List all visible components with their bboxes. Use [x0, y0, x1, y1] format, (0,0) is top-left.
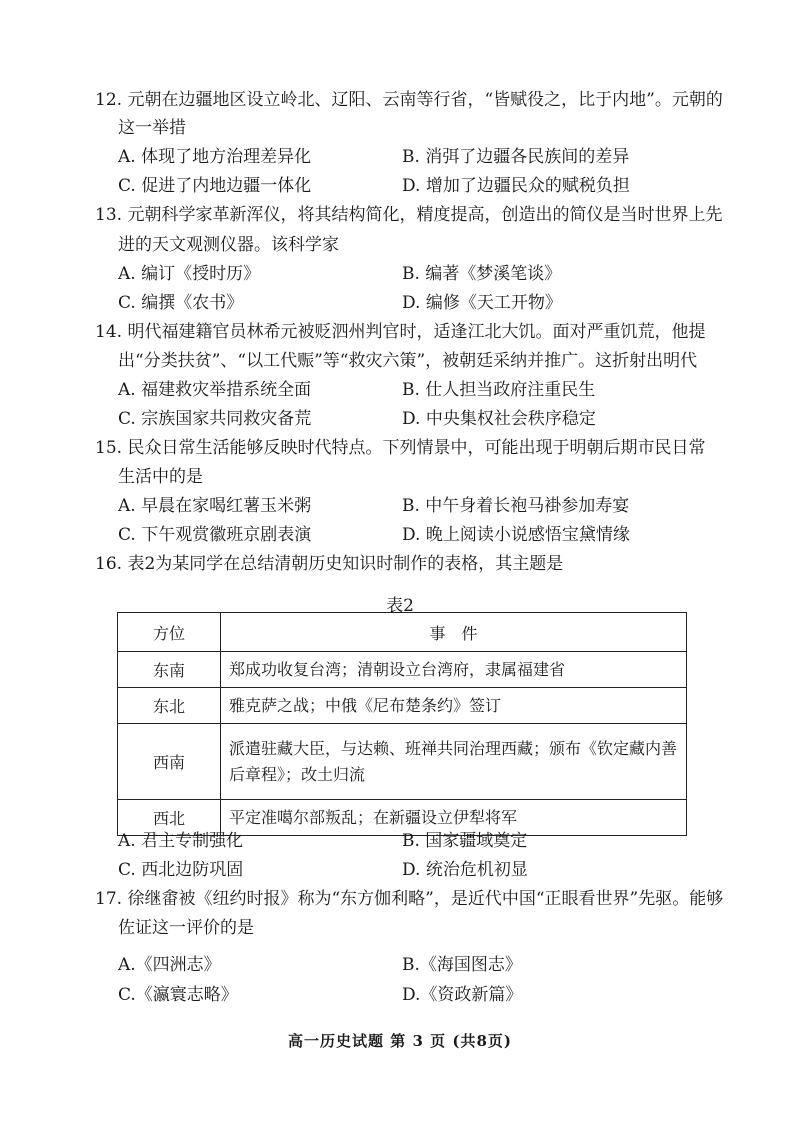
table-row — [118, 688, 687, 724]
q17-option-c: C.《瀛寰志略》 — [118, 985, 238, 1005]
table-header-direction: 方位 — [118, 613, 221, 652]
q14-option-b: B. 仕人担当政府注重民生 — [402, 380, 596, 400]
table-2 — [117, 612, 687, 836]
q15-stem-line1: 15. 民众日常生活能够反映时代特点。下列情景中，可能出现于明朝后期市民日常 — [95, 438, 706, 458]
q14-option-a: A. 福建救灾举措系统全面 — [118, 380, 312, 400]
table-cell-direction: 西北 — [118, 800, 221, 836]
q16-option-b: B. 国家疆域奠定 — [402, 831, 528, 851]
q16-stem-line1: 16. 表2为某同学在总结清朝历史知识时制作的表格，其主题是 — [95, 554, 564, 574]
q17-option-a: A.《四洲志》 — [118, 955, 221, 975]
table-cell-events: 郑成功收复台湾；清朝设立台湾府，隶属福建省 — [221, 652, 687, 688]
q15-stem-line2: 生活中的是 — [118, 467, 203, 487]
q13-option-c: C. 编撰《农书》 — [118, 293, 244, 313]
q16-option-a: A. 君主专制强化 — [118, 831, 244, 851]
q16-option-c: C. 西北边防巩固 — [118, 860, 244, 880]
q13-stem-line2: 进的天文观测仪器。该科学家 — [118, 235, 339, 255]
q13-stem-line1: 13. 元朝科学家革新浑仪，将其结构简化，精度提高，创造出的简仪是当时世界上先 — [95, 205, 723, 225]
table-row — [118, 652, 687, 688]
table-cell-events: 派遣驻藏大臣，与达赖、班禅共同治理西藏；颁布《钦定藏内善后章程》；改土归流 — [221, 724, 687, 800]
table-cell-direction: 东北 — [118, 688, 221, 724]
q12-stem-line1: 12. 元朝在边疆地区设立岭北、辽阳、云南等行省，“皆赋役之，比于内地”。元朝的 — [95, 90, 723, 110]
q13-option-d: D. 编修《天工开物》 — [402, 293, 562, 313]
table-header-events: 事 件 — [221, 613, 687, 652]
table-row — [118, 724, 687, 800]
q12-stem-line2: 这一举措 — [118, 118, 186, 138]
q12-option-d: D. 增加了边疆民众的赋税负担 — [402, 176, 630, 196]
q13-option-b: B. 编著《梦溪笔谈》 — [402, 264, 562, 284]
q17-option-d: D.《资政新篇》 — [402, 985, 523, 1005]
table-cell-direction: 东南 — [118, 652, 221, 688]
table-cell-direction: 西南 — [118, 724, 221, 800]
q14-option-c: C. 宗族国家共同救灾备荒 — [118, 409, 312, 429]
q17-stem-line2: 佐证这一评价的是 — [118, 918, 254, 938]
q12-option-c: C. 促进了内地边疆一体化 — [118, 176, 312, 196]
q13-option-a: A. 编订《授时历》 — [118, 264, 261, 284]
q15-option-b: B. 中午身着长袍马褂参加寿宴 — [402, 496, 630, 516]
q14-option-d: D. 中央集权社会秩序稳定 — [402, 409, 596, 429]
q12-option-b: B. 消弭了边疆各民族间的差异 — [402, 147, 630, 167]
q15-option-c: C. 下午观赏徽班京剧表演 — [118, 525, 312, 545]
q12-option-a: A. 体现了地方治理差异化 — [118, 147, 312, 167]
q16-option-d: D. 统治危机初显 — [402, 860, 528, 880]
q14-stem-line2: 出“分类扶贫”、“以工代赈”等“救灾六策”，被朝廷采纳并推广。这折射出明代 — [118, 351, 698, 371]
table-caption: 表2 — [386, 596, 414, 616]
table-cell-events: 雅克萨之战；中俄《尼布楚条约》签订 — [221, 688, 687, 724]
q15-option-a: A. 早晨在家喝红薯玉米粥 — [118, 496, 312, 516]
table-header-row — [118, 613, 687, 652]
q17-option-b: B.《海国图志》 — [402, 955, 522, 975]
q14-stem-line1: 14. 明代福建籍官员林希元被贬泗州判官时，适逢江北大饥。面对严重饥荒，他提 — [95, 322, 706, 342]
q15-option-d: D. 晚上阅读小说感悟宝黛情缘 — [402, 525, 630, 545]
page-footer: 高一历史试题 第 3 页 (共8页) — [288, 1032, 512, 1050]
q17-stem-line1: 17. 徐继畬被《纽约时报》称为“东方伽利略”，是近代中国“正眼看世界”先驱。能够 — [95, 889, 724, 909]
table-cell-events: 平定准噶尔部叛乱；在新疆设立伊犁将军 — [221, 800, 687, 836]
